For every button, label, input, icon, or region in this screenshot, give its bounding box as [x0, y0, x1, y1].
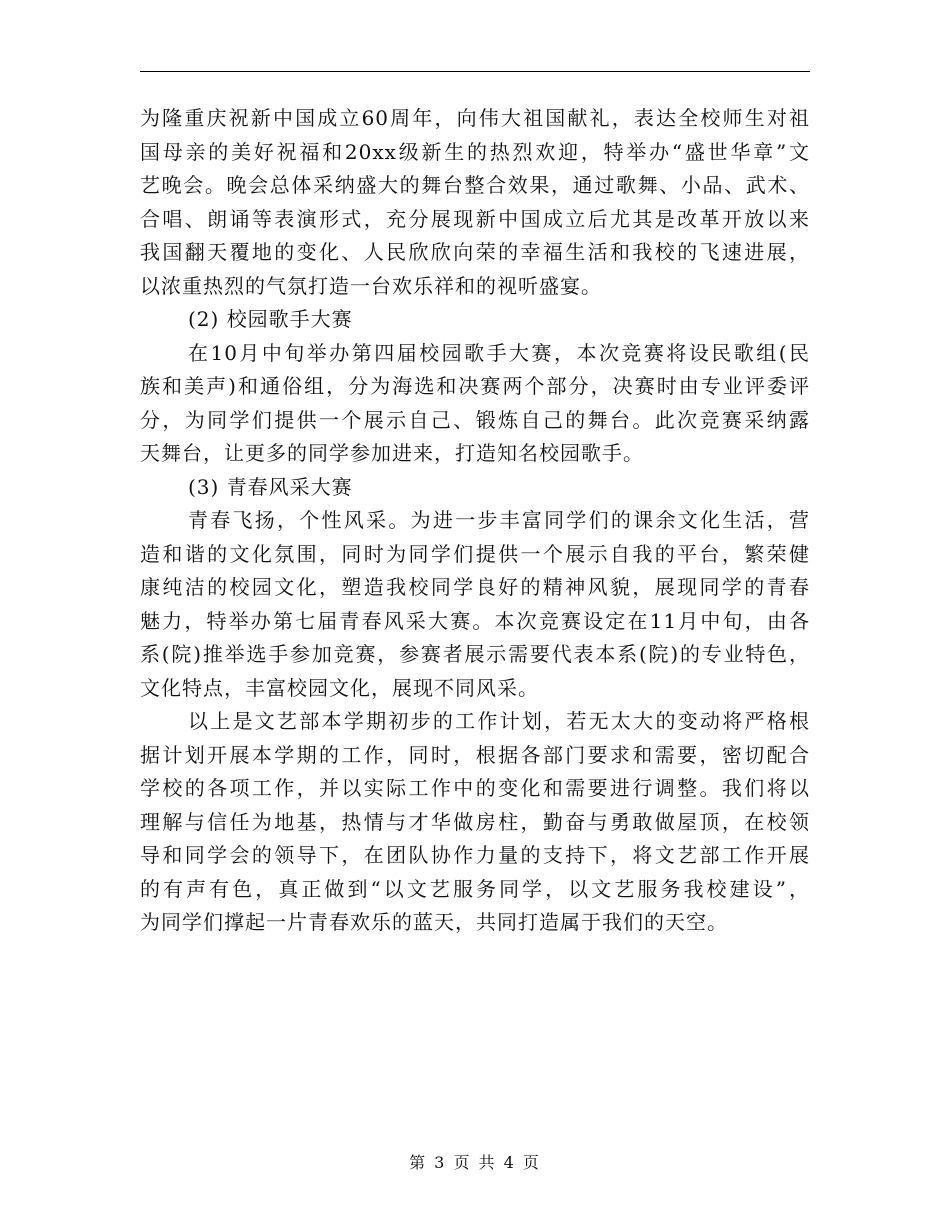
text-line: 理解与信任为地基，热情与才华做房柱，勤奋与勇敢做屋顶，在校领: [140, 809, 810, 834]
text-line: 的有声有色，真正做到“以文艺服务同学，以文艺服务我校建设”，: [140, 876, 810, 901]
text-line: 国母亲的美好祝福和20xx级新生的热烈欢迎，特举办“盛世华章”文: [140, 139, 810, 164]
text-line: 系(院)推举选手参加竞赛，参赛者展示需要代表本系(院)的专业特色，: [140, 642, 810, 666]
text-line: 天舞台，让更多的同学参加进来，打造知名校园歌手。: [140, 441, 644, 465]
text-line: 造和谐的文化氛围，同时为同学们提供一个展示自我的平台，繁荣健: [140, 541, 810, 566]
text-line: 以浓重热烈的气氛打造一台欢乐祥和的视听盛宴。: [140, 273, 602, 298]
document-body: [140, 102, 810, 940]
text-line: 族和美声)和通俗组，分为海选和决赛两个部分，决赛时由专业评委评: [140, 374, 810, 398]
text-line: 导和同学会的领导下，在团队协作力量的支持下，将文艺部工作开展: [140, 843, 810, 867]
text-line: 魅力，特举办第七届青春风采大赛。本次竞赛设定在11月中旬，由各: [140, 608, 810, 633]
text-line: 康纯洁的校园文化，塑造我校同学良好的精神风貌，展现同学的青春: [140, 575, 810, 599]
text-line: 为同学们撑起一片青春欢乐的蓝天，共同打造属于我们的天空。: [140, 910, 728, 934]
text-line: 以上是文艺部本学期初步的工作计划，若无太大的变动将严格根: [188, 709, 810, 733]
text-line: 文化特点，丰富校园文化，展现不同风采。: [140, 675, 539, 700]
header-rule: [140, 71, 810, 72]
section-heading-youth-contest: (3) 青春风采大赛: [188, 474, 353, 499]
text-line: 我国翻天覆地的变化、人民欣欣向荣的幸福生活和我校的飞速进展，: [140, 240, 810, 264]
section-heading-singer-contest: (2) 校园歌手大赛: [188, 307, 353, 331]
text-line: 艺晚会。晚会总体采纳盛大的舞台整合效果，通过歌舞、小品、武术、: [140, 173, 810, 197]
text-line: 学校的各项工作，并以实际工作中的变化和需要进行调整。我们将以: [140, 776, 810, 800]
text-line: 青春飞扬，个性风采。为进一步丰富同学们的课余文化生活，营: [188, 508, 810, 532]
text-line: 合唱、朗诵等表演形式，充分展现新中国成立后尤其是改革开放以来: [140, 206, 810, 231]
text-line: 据计划开展本学期的工作，同时，根据各部门要求和需要，密切配合: [140, 742, 810, 767]
page-number-footer: 第 3 页 共 4 页: [409, 1153, 541, 1172]
text-line: 在10月中旬举办第四届校园歌手大赛，本次竞赛将设民歌组(民: [188, 340, 810, 365]
text-line: 为隆重庆祝新中国成立60周年，向伟大祖国献礼，表达全校师生对祖: [140, 106, 810, 130]
text-line: 分，为同学们提供一个展示自己、锻炼自己的舞台。此次竞赛采纳露: [140, 407, 810, 432]
